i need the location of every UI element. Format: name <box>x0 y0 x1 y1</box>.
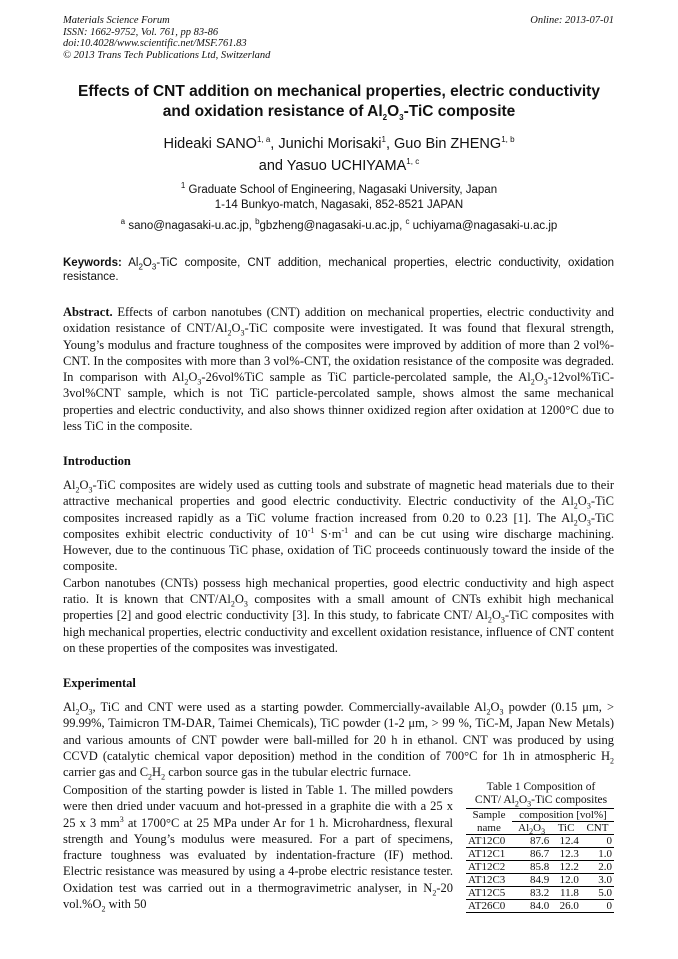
issn-line: ISSN: 1662-9752, Vol. 761, pp 83-86 <box>63 26 219 38</box>
author-emails: $^a$ sano@nagasaki-u.ac.jp, $^b$gbzheng@nagasaki-u.ac.jp, $^c$ uchiyama@nagasaki-u.ac.jp <box>120 217 558 232</box>
col-cnt-header: CNT <box>586 822 609 834</box>
authors-line-1: Hideaki SANO$^{1, a}$, Junichi Morisaki$^1$, Guo Bin ZHENG$^{1, b}$ <box>163 135 515 152</box>
table-row: AT12C0 87.6 12.4 0 <box>468 835 612 847</box>
paper-title <box>40 82 638 122</box>
experimental-paragraph-1: $Al_2O_3$, TiC and CNT were used as a starting powder. Commercially-available $Al_2O_3$ powder (0.15 μm, > 99.99%, Taimicron TM-DAR, Taimei Chemicals), TiC powder (1-2 μm, > 99 %, TiC-M, Japan New Metals) and various amounts of CNT powder were ball-milled for 20 h in ethanol. CNT was produced by using CCVD (catalytic chemical vapor deposition) method in the condition of 700°C for 1h in atmospheric $H_2$ carrier gas and $C_2H_2$ carbon source gas in the tubular electric furnace. <box>63 700 614 782</box>
email-zheng: gbzheng@nagasaki-u.ac.jp, <box>259 220 406 232</box>
col-tic-header: TiC <box>557 822 575 834</box>
email-sano: sano@nagasaki-u.ac.jp, <box>125 220 256 232</box>
abstract-label: Abstract. <box>63 305 113 319</box>
abstract: Abstract. Effects of carbon nanotubes (CNT) addition on mechanical properties, electric conductivity and oxidation resistance of CNT/$Al_2O_3$-TiC composite were investigated. It was found that flexural strength, Young’s modulus and fracture toughness of the composites were improved by addition of more than 2 vol%-CNT. In the composites with more than 3 vol%-CNT, the oxidation resistance of the composite was degraded. In comparison with $Al_2O_3-26vol\%TiC$ sample as TiC particle-percolated sample, the $Al_2O_3-12vol\%TiC-3vol\%CNT$ sample, which is not TiC particle-percolated sample, shows almost the same mechanical properties and electric conductivity, and also shows thinner oxidized region after oxidation at 1200°C due to less TiC in the composite. <box>63 305 615 434</box>
introduction-paragraph-1: $Al_2O_3$-TiC composites are widely used as cutting tools and substrate of magnetic head materials due to their attractive mechanical properties and good electric conductivity. Electric conductivity of the $Al_2O_3$-TiC composites increased rapidly as a TiC volume fraction increased from 0.20 to 0.23 [1]. The $Al_2O_3$-TiC composites exhibit electric conductivity of $10^{-1}$ $S\cdot m^{-1}$ and can be cut using wire discharge machining. However, due to the continuous TiC phase, oxidation of TiC proceeds continuously toward the inside of the composite. <box>63 478 614 574</box>
col-sample-header: Sample <box>466 809 512 822</box>
copyright-line: © 2013 Trans Tech Publications Ltd, Switzerland <box>63 49 271 61</box>
author-list <box>40 133 638 177</box>
title-line-1: Effects of CNT addition on mechanical properties, electric conductivity <box>78 83 600 100</box>
table-row: AT12C1 86.7 12.3 1.0 <box>468 848 612 860</box>
title-line-2: and oxidation resistance of $Al_2O_3$-TiC composite <box>162 103 516 123</box>
keywords: Keywords: $Al_2O_3$-TiC composite, CNT addition, mechanical properties, electric conductivity, oxidation resistance. <box>63 257 614 283</box>
col-composition-group: composition [vol%] <box>512 809 614 822</box>
introduction-heading: Introduction <box>63 454 131 468</box>
affiliation-line-1: $^1$ Graduate School of Engineering, Nagasaki University, Japan <box>180 181 498 196</box>
journal-header <box>63 15 270 61</box>
table-1-caption: Table 1 Composition of CNT/ $Al_2O_3$-TiC composites <box>474 781 608 809</box>
online-date: Online: 2013-07-01 <box>530 15 614 26</box>
introduction-body <box>63 477 614 656</box>
table-row: AT26C0 84.0 26.0 0 <box>468 900 612 912</box>
affiliation <box>40 183 638 213</box>
col-name-header: name <box>477 821 501 834</box>
experimental-heading: Experimental <box>63 676 136 690</box>
table-row: AT12C2 85.8 12.2 2.0 <box>468 861 612 873</box>
table-row: AT12C5 83.2 11.8 5.0 <box>468 887 612 899</box>
table-row: AT12C3 84.9 12.0 3.0 <box>468 874 612 886</box>
introduction-paragraph-2: Carbon nanotubes (CNTs) possess high mechanical properties, good electric conductivity and high aspect ratio. It is known that CNT/$Al_2O_3$ composites with a small amount of CNTs exhibit high mechanical properties [2] and good electric conductivity [3]. In this study, to fabricate CNT/ $Al_2O_3$-TiC composites with high mechanical properties, electric conductivity and excellent oxidation resistance, influence of CNT content on these properties of the composites was investigated. <box>63 575 614 655</box>
col-al2o3-header: $Al_2O_3$ <box>518 822 546 837</box>
email-uchiyama: uchiyama@nagasaki-u.ac.jp <box>409 220 558 232</box>
doi-line: doi:10.4028/www.scientific.net/MSF.761.83 <box>63 38 247 49</box>
authors-line-2: and Yasuo UCHIYAMA$^{1, c}$ <box>258 157 420 174</box>
table-1-composition <box>466 808 614 913</box>
experimental-paragraph-2: Composition of the starting powder is listed in Table 1. The milled powders were then dried under vacuum and hot-pressed in a graphite die with a 25 x 25 x 3 $mm^3$ at 1700°C at 25 MPa under Ar for 1 h. Microhardness, flexural strength and Young’s modulus were measured. For a part of specimens, fracture toughness was evaluated by indentation-fracture (IF) method. Electric resistance was measured by using a 4-probe electric resistance tester. Oxidation test was carried out in a thermogravimetric analyser, in $N_2-20$ $vol.\%O_2$ with 50 <box>63 783 454 914</box>
journal-name: Materials Science Forum <box>63 15 170 26</box>
keywords-label: Keywords: <box>63 257 122 269</box>
affiliation-line-2: 1-14 Bunkyo-match, Nagasaki, 852-8521 JAPAN <box>214 199 464 211</box>
